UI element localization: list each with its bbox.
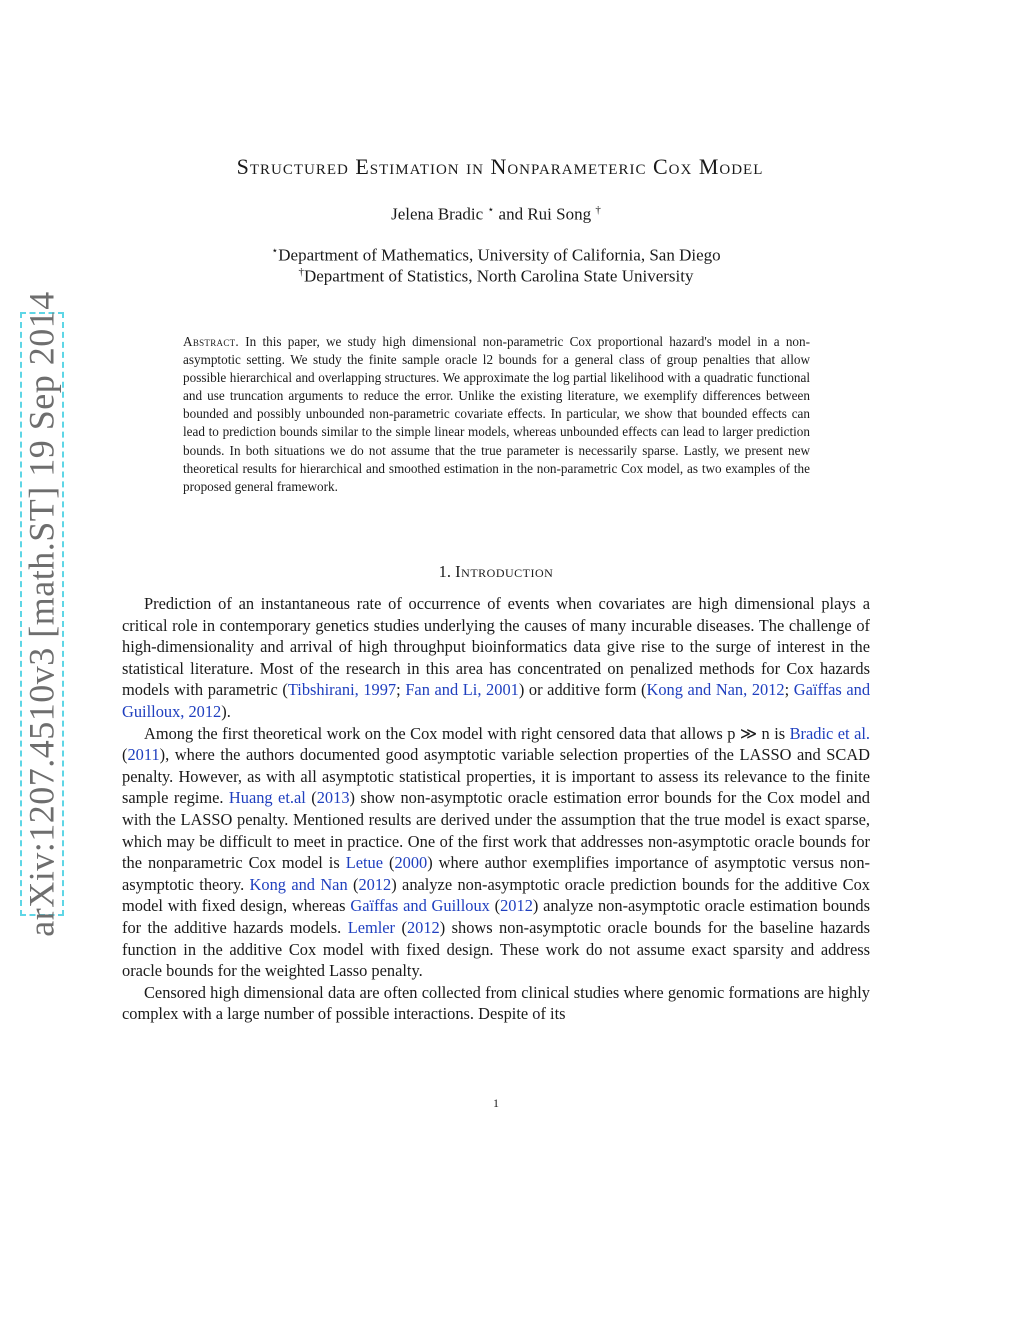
abstract-text: In this paper, we study high dimensional non-parametric Cox proportional hazard's model in a non-asymptotic setting. We study the finite sample oracle l2 bounds for a general class of group penalties that allow possible hierarchical and overlapping structures. We approximate the log partial likelihood with a quadratic functional and use truncation arguments to reduce the error. Unlike the existing literature, we exemplify differences between bounded and possibly unbounded non-parametric covariate effects. In particular, we show that bounded effects can lead to prediction bounds similar to the simple linear models, whereas unbounded effects can lead to larger prediction bounds. In both situations we do not assume that the true parameter is necessarily sparse. Lastly, we present new theoretical results for hierarchical and smoothed estimation in the non-parametric Cox model, as two examples of the proposed general framework. [183, 334, 811, 494]
citation-link[interactable]: 2012 [406, 917, 440, 937]
author-mark: † [595, 204, 601, 216]
text-run: ) where author exemplifies importance of asymptotic versus non-asymptotic theory. [122, 853, 870, 894]
text-run: ) analyze non-asymptotic oracle estimation bounds for the additive hazards models. [122, 896, 871, 937]
text-run: ) shows non-asymptotic oracle bounds for the baseline hazards function in the additive Cox model with fixed design. These work do not assume exact sparsity and address oracle bounds for the weighted Lasso penalty. [122, 917, 871, 981]
abstract-label: Abstract. [183, 334, 240, 349]
citation-link[interactable]: Kong and Nan, 2012 [646, 680, 785, 700]
text-run: ; [396, 680, 406, 700]
affiliation-text: Department of Statistics, North Carolina State University [303, 266, 694, 286]
author-name: Jelena Bradic [391, 204, 484, 224]
authors [0, 203, 992, 225]
text-run: ) analyze non-asymptotic oracle prediction bounds for the additive Cox model with fixed design, whereas [122, 874, 870, 916]
text-run: ) or additive form ( [518, 680, 647, 700]
text-run: Censored high dimensional data are often collected from clinical studies where genomic formations are highly complex with a large number of possible interactions. Despite of its [122, 982, 870, 1024]
citation-link[interactable]: 2012 [358, 874, 392, 894]
text-run: ( [383, 853, 395, 873]
body-text [122, 593, 870, 1025]
text-run: Among the first theoretical work on the Cox model with right censored data that allows p ≫ n is [144, 723, 790, 743]
text-run: ( [305, 788, 317, 808]
citation-link[interactable]: Lemler [347, 917, 396, 937]
section-title: Introduction [455, 562, 554, 581]
arxiv-stamp-text: arXiv:1207.4510v3 [math.ST] 19 Sep 2014 [22, 291, 63, 937]
citation-link[interactable]: Tibshirani, 1997 [287, 680, 397, 700]
text-run: ( [347, 874, 359, 894]
abstract [183, 333, 810, 496]
page-number: 1 [493, 1096, 499, 1110]
paragraph [122, 593, 870, 723]
citation-link[interactable]: 2013 [316, 788, 350, 808]
citation-link[interactable]: Fan and Li, 2001 [405, 680, 519, 700]
affiliation-mark: ⋆ [271, 245, 279, 257]
arxiv-stamp [20, 291, 64, 937]
text-run: ( [489, 896, 501, 916]
paragraph [122, 723, 870, 982]
paper-title: Structured Estimation in Nonparameteric Cox Model [236, 154, 764, 179]
affiliation-text: Department of Mathematics, University of California, San Diego [278, 245, 721, 265]
citation-link[interactable]: Kong and Nan [249, 874, 348, 894]
citation-link[interactable]: Letue [345, 853, 384, 873]
text-run: ( [122, 745, 128, 765]
text-run: ). [221, 701, 231, 721]
citation-link[interactable]: Gaïffas and Guilloux, 2012 [122, 680, 871, 721]
author-mark: ⋆ [487, 204, 495, 216]
affiliation-mark: † [298, 266, 304, 278]
section-heading [0, 562, 992, 582]
text-run: ), where the authors documented good asymptotic variable selection properties of the LASSO and SCAD penalty. However, as with all asymptotic statistical properties, it is important to assess its relevance to the finite sample regime. [122, 745, 870, 808]
citation-link[interactable]: Gaïffas and Guilloux [350, 896, 490, 916]
citation-link[interactable]: Bradic et al. [789, 723, 870, 743]
affiliation [0, 244, 992, 266]
affiliation [0, 266, 992, 287]
text-run: ; [784, 680, 794, 700]
text-run: Prediction of an instantaneous rate of occurrence of events when covariates are high dimensional plays a critical role in contemporary genetics studies underlying the causes of many incurable diseases. The challenge of high-dimensionality and arrival of high throughput bioinformatics data give rise to the surge of interest in the statistical literature. Most of the research in this area has concentrated on penalized methods for Cox hazards models with parametric ( [122, 594, 870, 700]
author-conjunction: and [498, 204, 524, 224]
citation-link[interactable]: 2000 [394, 853, 428, 873]
author-name: Rui Song [527, 204, 592, 224]
section-number: 1. [438, 562, 452, 581]
citation-link[interactable]: Huang et.al [228, 788, 306, 808]
citation-link[interactable]: 2012 [500, 896, 533, 916]
paragraph [122, 982, 870, 1025]
text-run: ( [395, 917, 407, 937]
text-run: ) show non-asymptotic oracle estimation error bounds for the Cox model and with the LASSO penalty. Mentioned results are derived under the assumption that the true model is exact sparse, which may be difficult to meet in practice. One of the first work that addresses non-asymptotic oracle bounds for the nonparametric Cox model is [122, 788, 871, 873]
citation-link[interactable]: 2011 [127, 745, 160, 765]
